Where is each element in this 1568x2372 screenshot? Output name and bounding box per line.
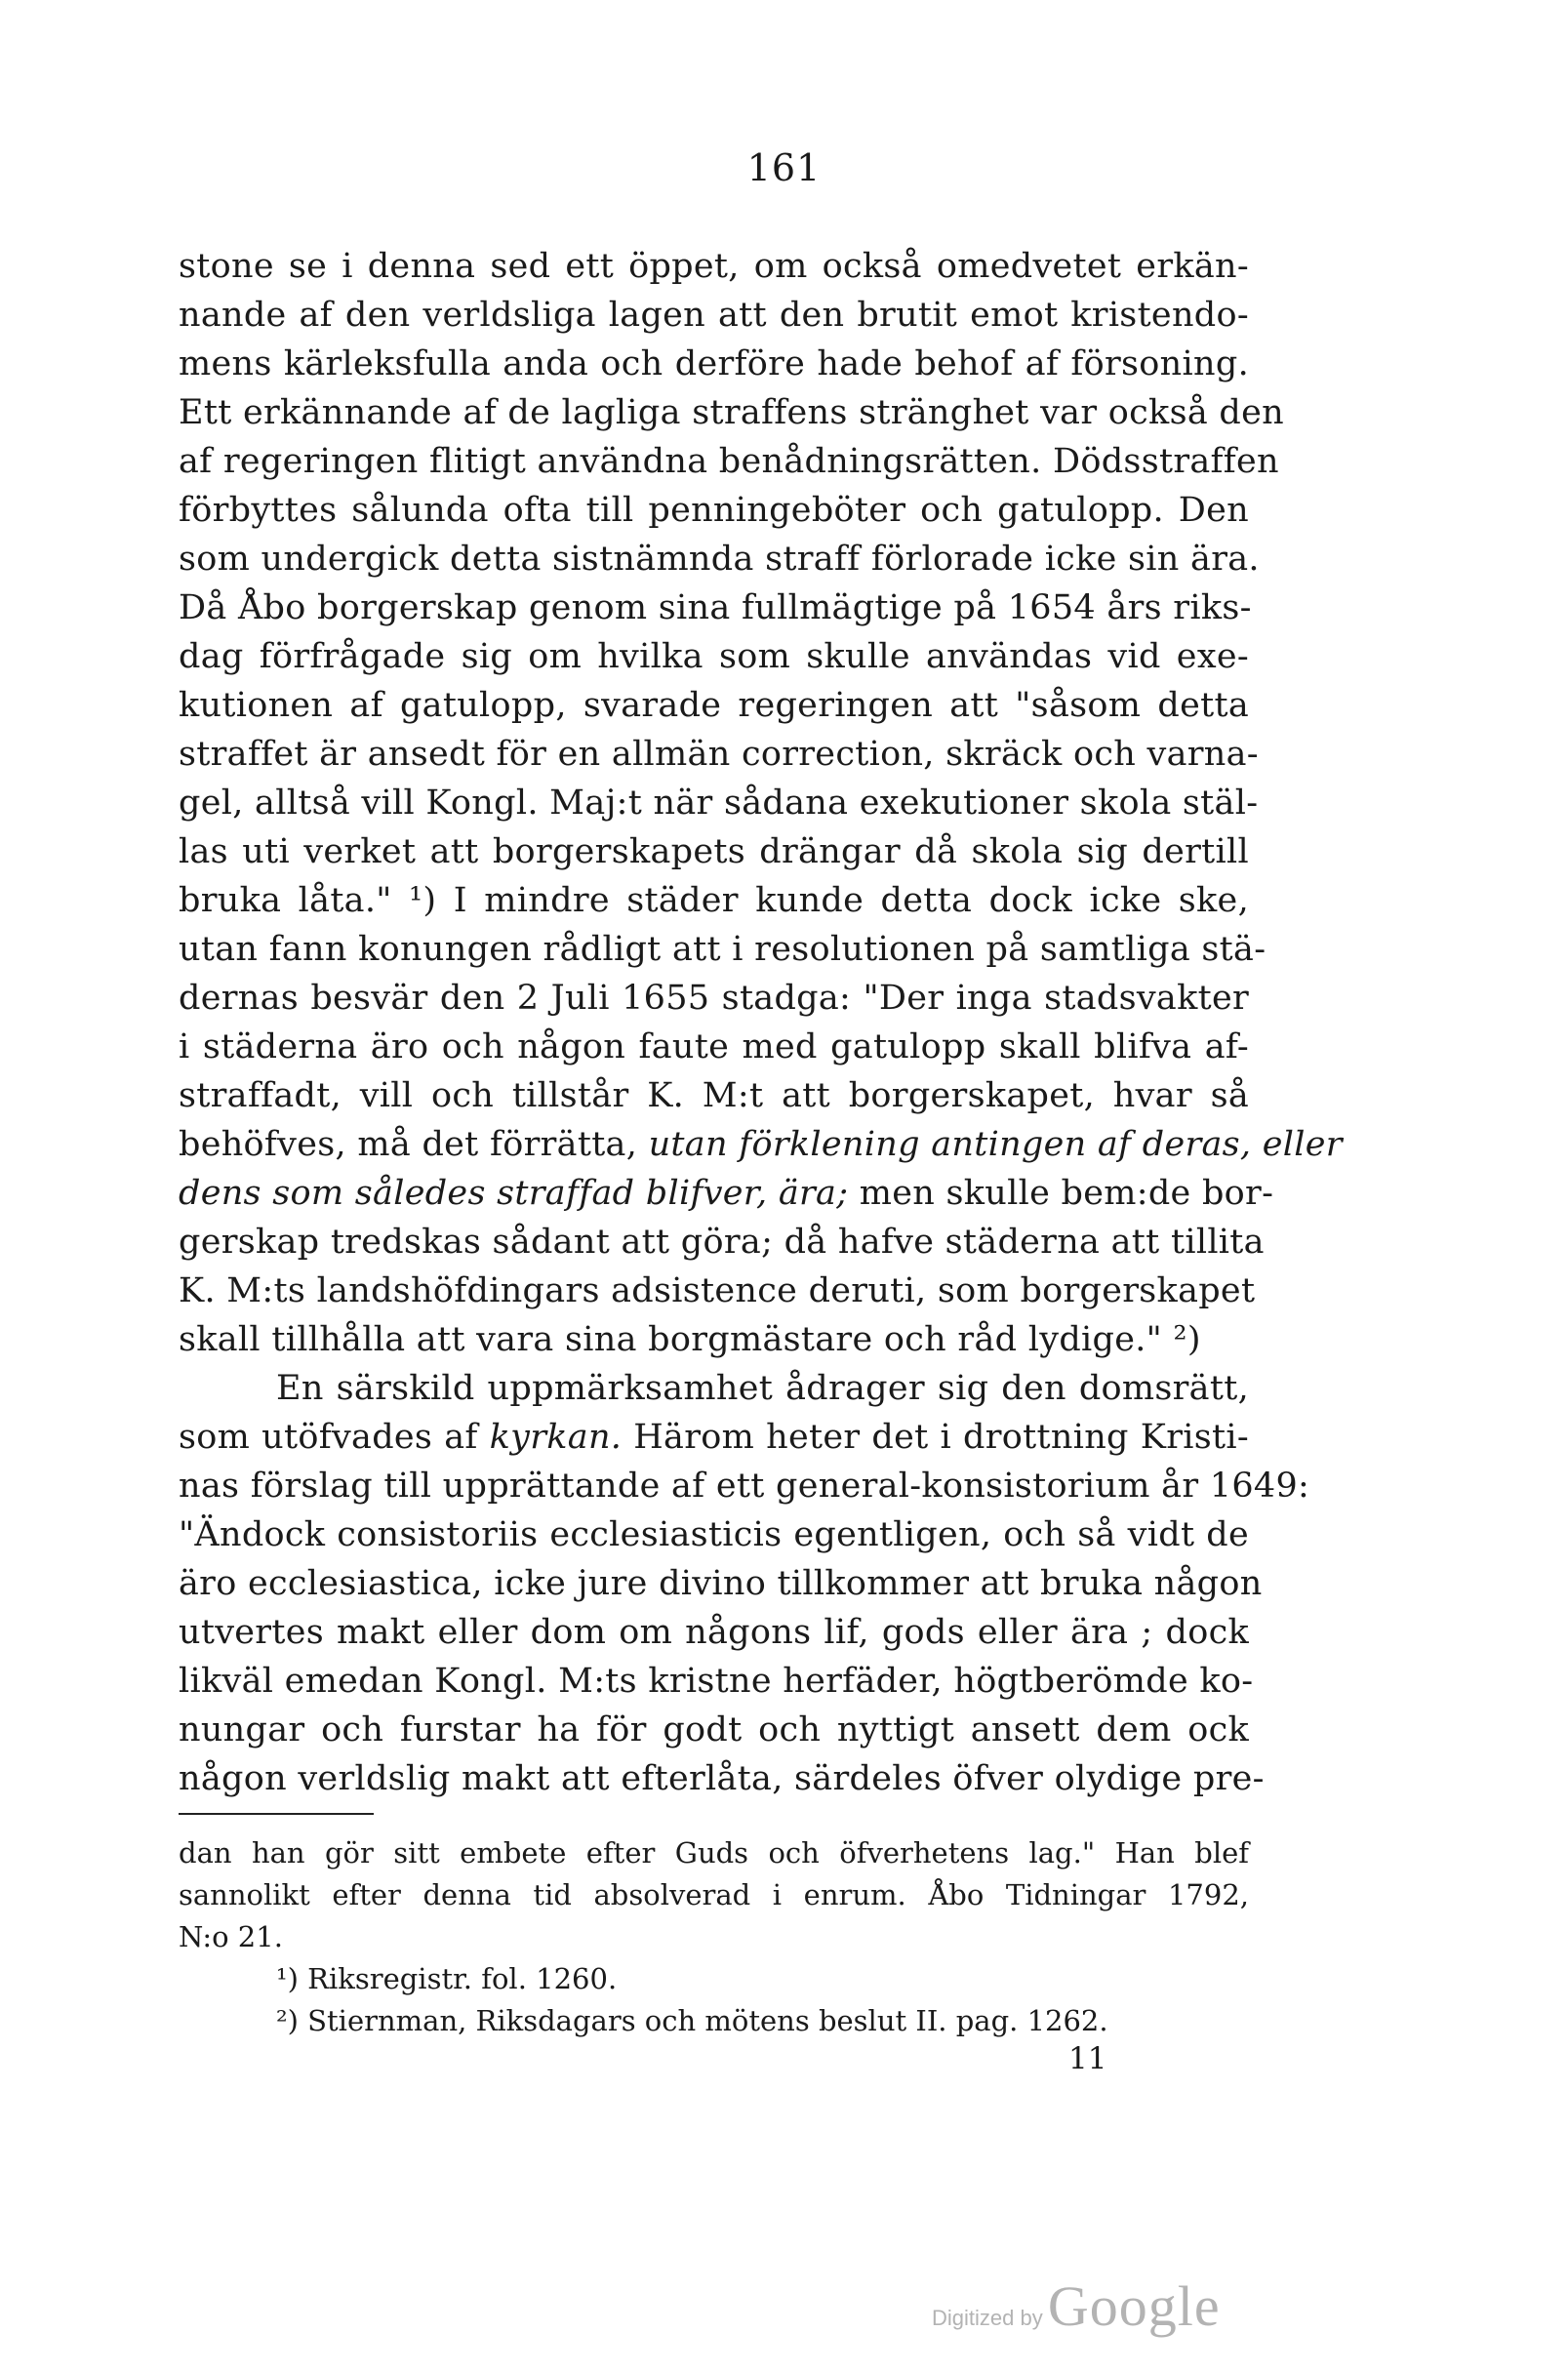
text-line: kutionen af gatulopp, svarade regeringen att "såsom detta bbox=[179, 686, 1249, 725]
text-segment: men skulle bem:de bor- bbox=[848, 1174, 1274, 1213]
text-line: förbyttes sålunda ofta till penningeböter och gatulopp. Den bbox=[179, 491, 1249, 530]
text-line: skall tillhålla att vara sina borgmästare och råd lydige." ²) bbox=[179, 1320, 1201, 1359]
text-line: Då Åbo borgerskap genom sina fullmägtige på 1654 års riks- bbox=[179, 588, 1252, 627]
text-line: gerskap tredskas sådant att göra; då hafve städerna att tillita bbox=[179, 1223, 1265, 1262]
footnote-line: sannolikt efter denna tid absolverad i enrum. Åbo Tidningar 1792, bbox=[179, 1878, 1249, 1911]
text-line: mens kärleksfulla anda och derföre hade behof af försoning. bbox=[179, 344, 1249, 383]
paragraph-start-line: En särskild uppmärksamhet ådrager sig den domsrätt, bbox=[276, 1369, 1249, 1408]
text-segment: Härom heter det i drottning Kristi- bbox=[622, 1418, 1249, 1457]
signature-mark: 11 bbox=[1068, 2041, 1107, 2076]
footnote-1: ¹) Riksregistr. fol. 1260. bbox=[276, 1962, 618, 1995]
footnote-line: N:o 21. bbox=[179, 1920, 283, 1953]
text-line bbox=[179, 1413, 1249, 1462]
text-line: i städerna äro och någon faute med gatulopp skall blifva af- bbox=[179, 1027, 1249, 1066]
text-line bbox=[179, 1120, 1343, 1169]
google-logo: Google bbox=[1047, 2274, 1221, 2338]
text-line: utan fann konungen rådligt att i resolutionen på samtliga stä- bbox=[179, 930, 1266, 969]
text-line bbox=[179, 1169, 1274, 1218]
page-number: 161 bbox=[746, 146, 822, 189]
text-line: "Ändock consistoriis ecclesiasticis egentligen, och så vidt de bbox=[179, 1515, 1249, 1554]
footnote-2: ²) Stiernman, Riksdagars och mötens beslut II. pag. 1262. bbox=[276, 2004, 1108, 2037]
text-line: någon verldslig makt att efterlåta, särdeles öfver olydige pre- bbox=[179, 1759, 1265, 1798]
body-text bbox=[179, 242, 1343, 1803]
text-line: straffadt, vill och tillstår K. M:t att borgerskapet, hvar så bbox=[179, 1076, 1249, 1115]
text-line: bruka låta." ¹) I mindre städer kunde detta dock icke ske, bbox=[179, 881, 1249, 920]
text-line: af regeringen flitigt användna benådningsrätten. Dödsstraffen bbox=[179, 442, 1279, 481]
text-line: las uti verket att borgerskapets drängar då skola sig dertill bbox=[179, 832, 1249, 871]
text-line: stone se i denna sed ett öppet, om också omedvetet erkän- bbox=[179, 247, 1249, 286]
text-line: äro ecclesiastica, icke jure divino tillkommer att bruka någon bbox=[179, 1564, 1263, 1603]
text-line: nungar och furstar ha för godt och nyttigt ansett dem ock bbox=[179, 1710, 1249, 1749]
text-line: likväl emedan Kongl. M:ts kristne herfäder, högtberömde ko- bbox=[179, 1662, 1254, 1701]
text-line: dag förfrågade sig om hvilka som skulle användas vid exe- bbox=[179, 637, 1249, 676]
text-line: straffet är ansedt för en allmän correction, skräck och varna- bbox=[179, 735, 1259, 774]
footnote-line: dan han gör sitt embete efter Guds och öfverhetens lag." Han blef bbox=[179, 1836, 1249, 1869]
text-line: utvertes makt eller dom om någons lif, gods eller ära ; dock bbox=[179, 1613, 1249, 1652]
text-segment: behöfves, må det förrätta, bbox=[179, 1125, 649, 1164]
text-line: nande af den verldsliga lagen att den brutit emot kristendo- bbox=[179, 296, 1249, 335]
text-line: gel, alltså vill Kongl. Maj:t när sådana exekutioner skola stäl- bbox=[179, 784, 1259, 823]
digitized-watermark bbox=[932, 2273, 1221, 2339]
text-line: nas förslag till upprättande af ett general-konsistorium år 1649: bbox=[179, 1467, 1310, 1506]
text-line: Ett erkännande af de lagliga straffens stränghet var också den bbox=[179, 393, 1284, 432]
footnote-divider bbox=[179, 1813, 374, 1815]
watermark-prefix: Digitized by bbox=[932, 2306, 1043, 2330]
text-line: dernas besvär den 2 Juli 1655 stadga: "Der inga stadsvakter bbox=[179, 979, 1249, 1018]
text-line: som undergick detta sistnämnda straff förlorade icke sin ära. bbox=[179, 540, 1260, 579]
italic-emphasis: dens som således straffad blifver, ära; bbox=[179, 1174, 849, 1213]
text-line: K. M:ts landshöfdingars adsistence deruti, som borgerskapet bbox=[179, 1271, 1256, 1310]
italic-emphasis: utan förklening antingen af deras, eller bbox=[648, 1125, 1343, 1164]
text-segment: som utöfvades af bbox=[179, 1418, 490, 1457]
italic-emphasis: kyrkan. bbox=[489, 1418, 623, 1457]
footnotes bbox=[179, 1832, 1249, 2042]
